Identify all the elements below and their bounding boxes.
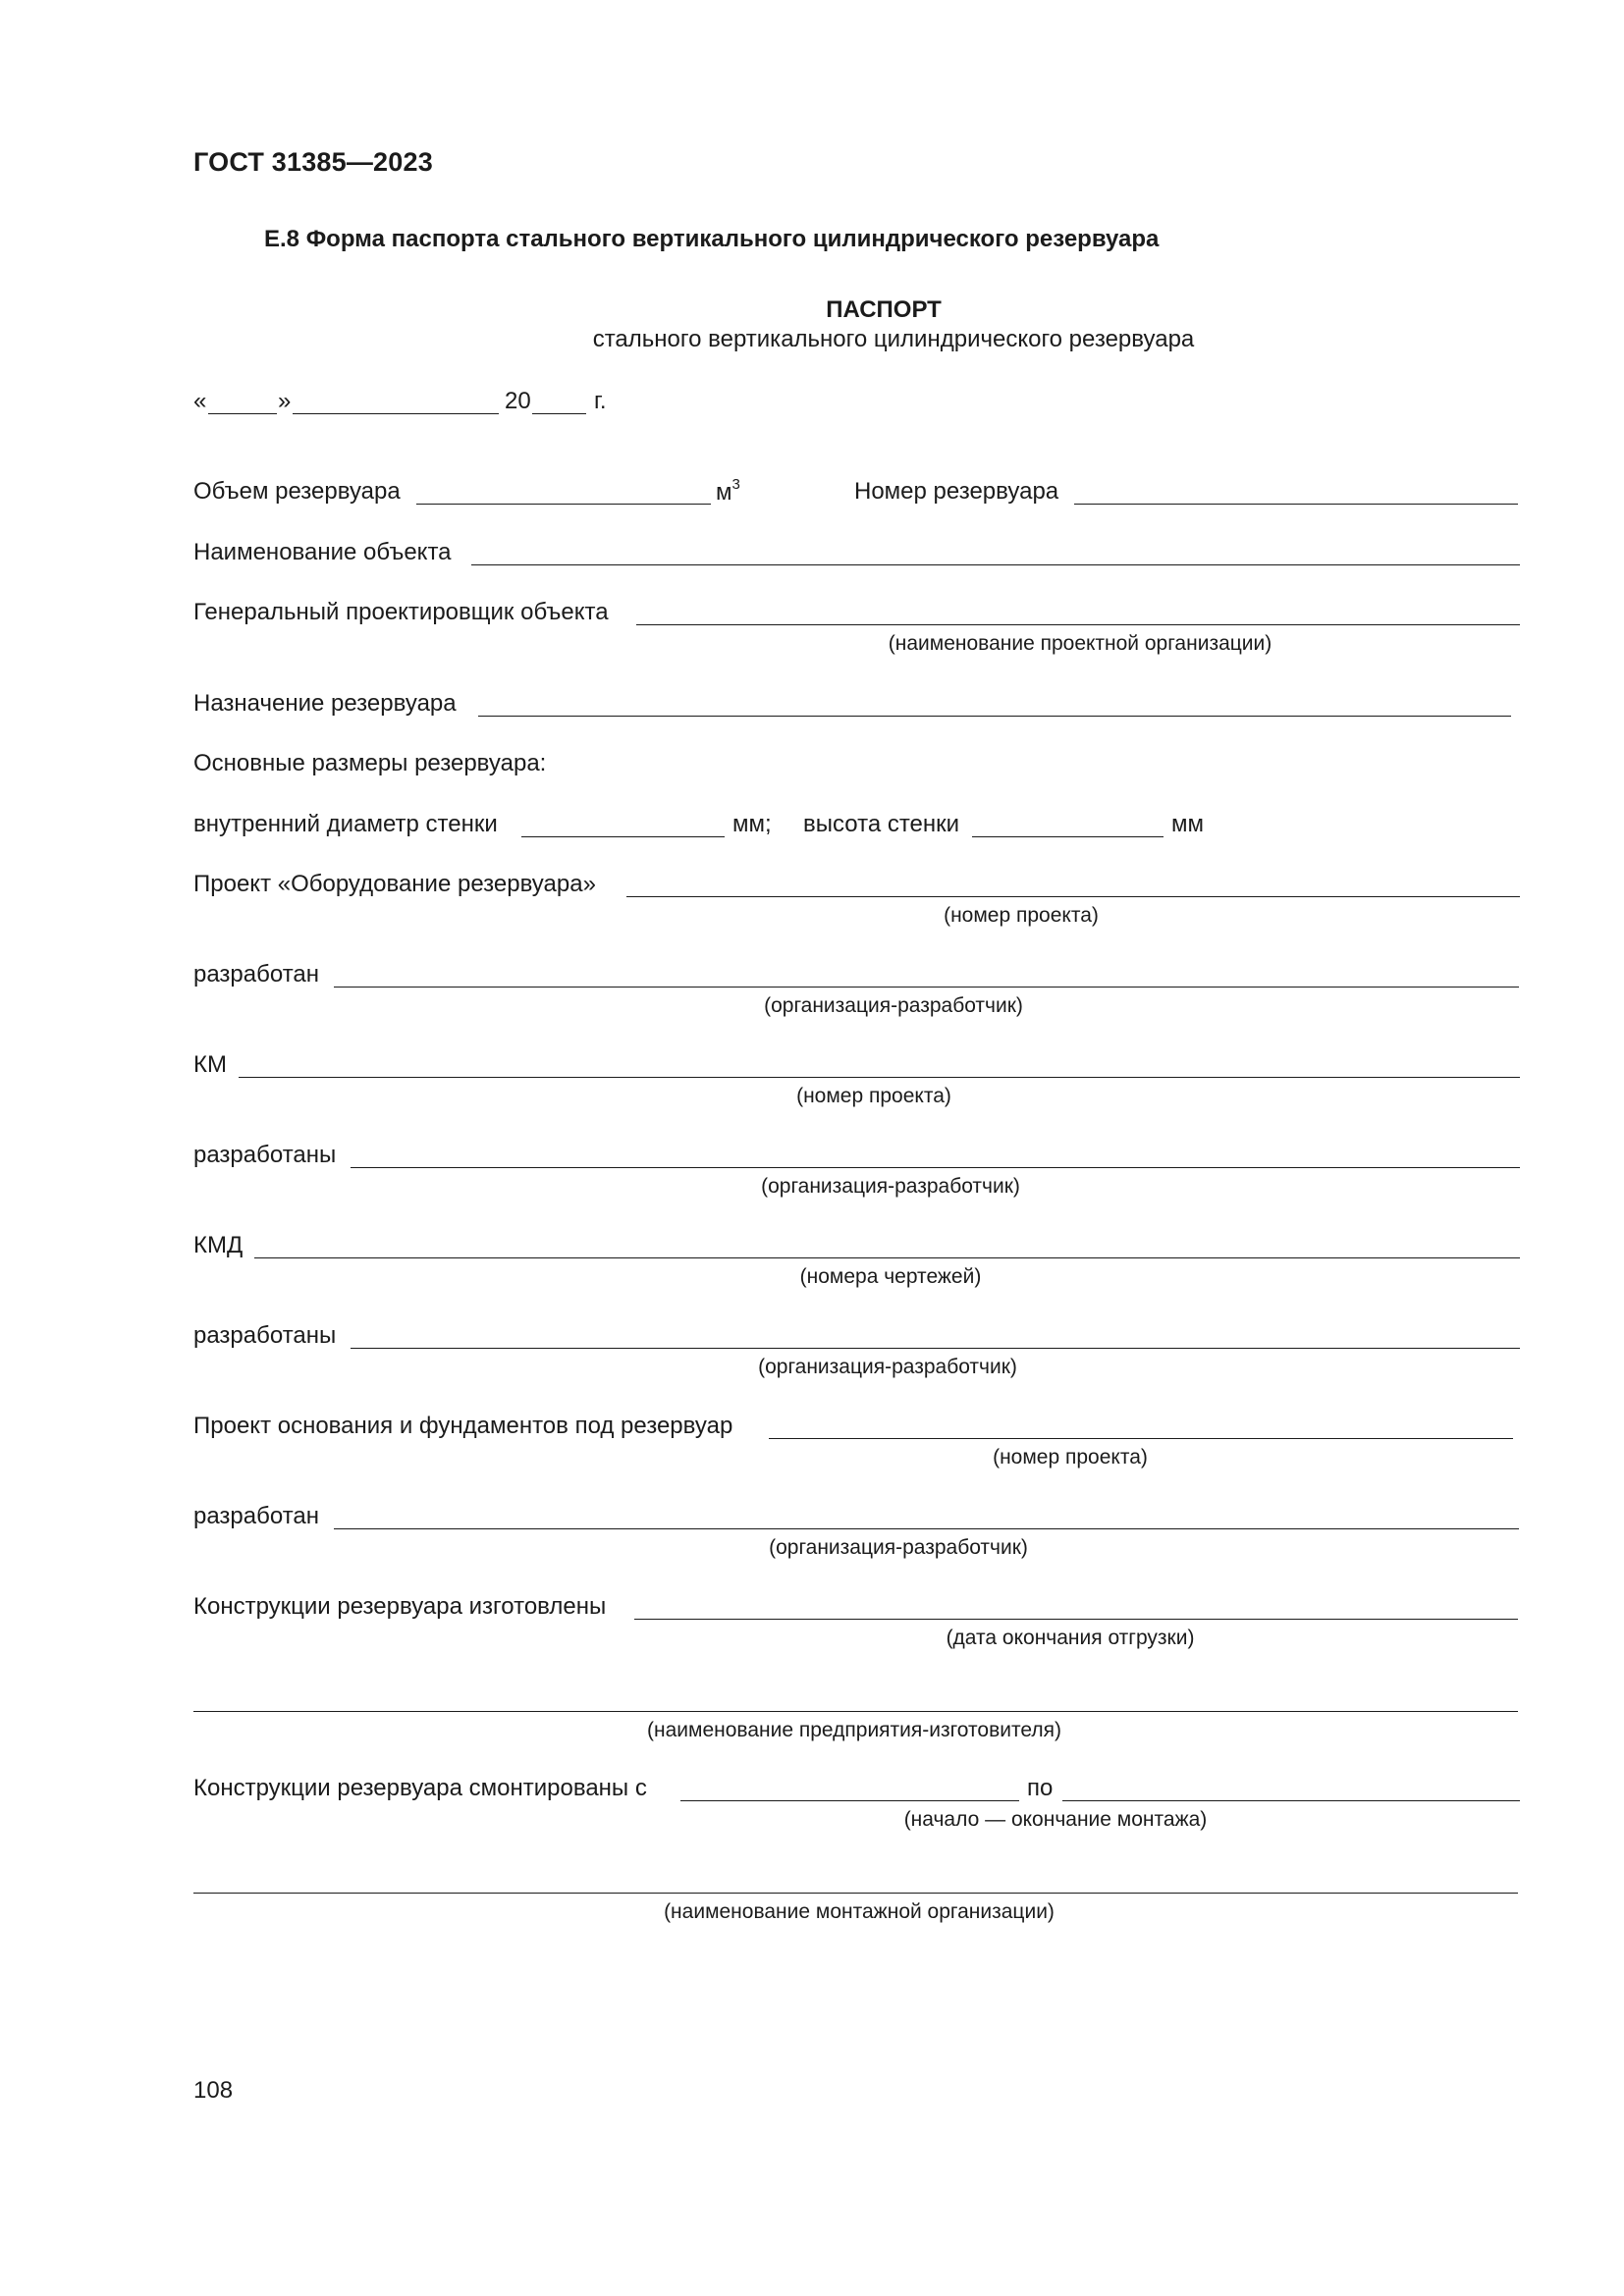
equipment-project-hint: (номер проекта) xyxy=(944,904,1099,927)
general-designer-hint: (наименование проектной организации) xyxy=(888,632,1272,655)
foundation-project-field[interactable] xyxy=(769,1438,1513,1439)
section-title: Е.8 Форма паспорта стального вертикального цилиндрического резервуара xyxy=(264,226,1160,252)
diameter-field[interactable] xyxy=(521,836,725,837)
date-close-quote: » xyxy=(278,388,292,414)
diameter-label: внутренний диаметр стенки xyxy=(193,811,498,837)
date-year-suffix: г. xyxy=(594,388,607,414)
developed-field-3[interactable] xyxy=(351,1348,1520,1349)
km-hint: (номер проекта) xyxy=(796,1085,951,1107)
developed-field-1[interactable] xyxy=(334,987,1519,988)
developed-hint-3: (организация-разработчик) xyxy=(758,1356,1017,1378)
purpose-label: Назначение резервуара xyxy=(193,690,457,717)
date-year-prefix: 20 xyxy=(505,388,531,414)
object-name-label: Наименование объекта xyxy=(193,539,452,565)
equipment-project-field[interactable] xyxy=(626,896,1520,897)
kmd-label: КМД xyxy=(193,1232,244,1258)
equipment-project-label: Проект «Оборудование резервуара» xyxy=(193,871,596,897)
manufactured-field[interactable] xyxy=(634,1619,1518,1620)
km-label: КМ xyxy=(193,1051,227,1078)
manufactured-label: Конструкции резервуара изготовлены xyxy=(193,1593,607,1620)
date-year-field[interactable] xyxy=(532,413,586,414)
date-day-field[interactable] xyxy=(208,413,277,414)
purpose-field[interactable] xyxy=(478,716,1511,717)
developed-hint-4: (организация-разработчик) xyxy=(769,1536,1028,1559)
developed-label-1: разработан xyxy=(193,961,320,988)
volume-label: Объем резервуара xyxy=(193,478,401,505)
date-open-quote: « xyxy=(193,388,207,414)
page-number: 108 xyxy=(193,2077,234,2104)
mounted-from-field[interactable] xyxy=(680,1800,1019,1801)
passport-subtitle: стального вертикального цилиндрического резервуара xyxy=(592,326,1195,352)
volume-unit xyxy=(716,478,740,507)
volume-unit-sup: 3 xyxy=(731,476,740,493)
kmd-hint: (номера чертежей) xyxy=(799,1265,982,1288)
object-name-field[interactable] xyxy=(471,564,1520,565)
developed-field-2[interactable] xyxy=(351,1167,1520,1168)
kmd-field[interactable] xyxy=(254,1257,1520,1258)
date-month-field[interactable] xyxy=(293,413,499,414)
mounted-to-field[interactable] xyxy=(1062,1800,1520,1801)
standard-header: ГОСТ 31385—2023 xyxy=(193,147,433,177)
installer-hint: (наименование монтажной организации) xyxy=(664,1900,1055,1923)
mounted-to-label: по xyxy=(1027,1775,1054,1801)
mounted-hint: (начало — окончание монтажа) xyxy=(903,1808,1208,1831)
developed-label-2: разработаны xyxy=(193,1142,337,1168)
height-label: высота стенки xyxy=(803,811,960,837)
developed-label-3: разработаны xyxy=(193,1322,337,1349)
number-label: Номер резервуара xyxy=(854,478,1059,505)
manufacturer-hint: (наименование предприятия-изготовителя) xyxy=(647,1719,1061,1741)
km-field[interactable] xyxy=(239,1077,1520,1078)
developed-hint-1: (организация-разработчик) xyxy=(764,994,1023,1017)
volume-unit-text: м xyxy=(716,479,732,506)
foundation-project-label: Проект основания и фундаментов под резервуар xyxy=(193,1413,733,1439)
foundation-project-hint: (номер проекта) xyxy=(993,1446,1148,1468)
general-designer-label: Генеральный проектировщик объекта xyxy=(193,599,609,625)
developed-label-4: разработан xyxy=(193,1503,320,1529)
manufactured-hint: (дата окончания отгрузки) xyxy=(946,1627,1195,1649)
height-unit: мм xyxy=(1171,811,1204,837)
developed-hint-2: (организация-разработчик) xyxy=(761,1175,1020,1198)
number-field[interactable] xyxy=(1074,504,1518,505)
developed-field-4[interactable] xyxy=(334,1528,1519,1529)
installer-field[interactable] xyxy=(193,1893,1518,1894)
main-dimensions-label: Основные размеры резервуара: xyxy=(193,750,547,776)
volume-field[interactable] xyxy=(416,504,711,505)
manufacturer-field[interactable] xyxy=(193,1711,1518,1712)
height-field[interactable] xyxy=(972,836,1164,837)
diameter-unit: мм; xyxy=(732,811,772,837)
mounted-label: Конструкции резервуара смонтированы с xyxy=(193,1775,647,1801)
passport-title: ПАСПОРТ xyxy=(826,296,942,323)
general-designer-field[interactable] xyxy=(636,624,1520,625)
